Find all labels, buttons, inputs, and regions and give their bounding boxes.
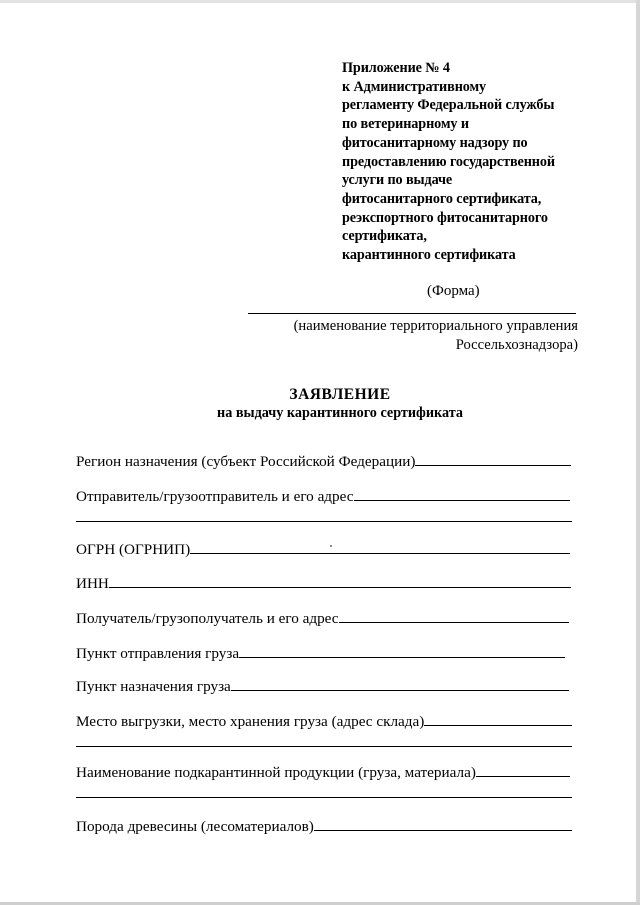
field-input-line[interactable] [424, 713, 572, 726]
field-input-line[interactable] [314, 818, 572, 831]
field-input-line[interactable] [109, 575, 571, 588]
page-edge-top [0, 0, 640, 3]
field-label: Пункт отправления груза [76, 645, 240, 662]
field-departure-point [76, 645, 565, 663]
field-label: Получатель/грузополучатель и его адрес [76, 610, 339, 627]
appendix-line: регламенту Федеральной службы [342, 97, 555, 114]
field-continuation-line[interactable] [76, 521, 572, 522]
field-destination-point [76, 678, 569, 696]
appendix-line: фитосанитарного сертификата, [342, 190, 542, 207]
organization-name-line[interactable] [248, 313, 576, 314]
appendix-line: карантинного сертификата [342, 247, 516, 264]
field-ogrn [76, 541, 570, 559]
field-label: ИНН [76, 575, 109, 592]
organization-caption-line: (наименование территориального управления [293, 318, 578, 334]
field-label: Пункт назначения груза [76, 678, 231, 695]
appendix-line: Приложение № 4 [342, 60, 450, 76]
field-input-line[interactable] [354, 488, 570, 501]
appendix-header [342, 59, 592, 265]
field-sender [76, 488, 570, 506]
organization-caption-line: Россельхознадзора) [455, 336, 578, 353]
field-inn [76, 575, 571, 593]
field-unloading-place [76, 713, 572, 731]
field-label: Место выгрузки, место хранения груза (адрес склада) [76, 713, 425, 730]
appendix-line: услуги по выдаче [342, 172, 453, 189]
page-edge-right [636, 0, 640, 905]
field-continuation-line[interactable] [76, 797, 572, 798]
appendix-line: предоставлению государственной [342, 153, 555, 170]
field-label: Порода древесины (лесоматериалов) [76, 818, 314, 835]
field-label: Регион назначения (субъект Российской Федерации) [76, 453, 416, 470]
field-destination-region [76, 453, 571, 471]
field-input-line[interactable] [190, 541, 570, 554]
title-main: ЗАЯВЛЕНИЕ [289, 386, 391, 403]
appendix-line: фитосанитарному надзору по [342, 134, 528, 151]
field-input-line[interactable] [239, 645, 565, 658]
field-label: ОГРН (ОГРНИП) [76, 541, 191, 558]
title-sub: на выдачу карантинного сертификата [217, 405, 463, 421]
document-title [160, 386, 520, 422]
appendix-line: по ветеринарному и [342, 116, 469, 133]
form-label: (Форма) [427, 283, 480, 299]
organization-caption [248, 317, 578, 354]
field-label: Наименование подкарантинной продукции (груза, материала) [76, 764, 476, 781]
field-wood-species [76, 818, 572, 836]
field-continuation-line[interactable] [76, 746, 572, 747]
appendix-line: к Административному [342, 78, 487, 95]
scan-speck [330, 545, 332, 547]
field-label: Отправитель/грузоотправитель и его адрес [76, 488, 354, 505]
field-input-line[interactable] [339, 610, 569, 623]
field-input-line[interactable] [231, 678, 569, 691]
appendix-line: реэкспортного фитосанитарного [342, 209, 548, 226]
field-recipient [76, 610, 569, 628]
field-product-name [76, 764, 570, 782]
field-input-line[interactable] [415, 453, 571, 466]
field-input-line[interactable] [476, 764, 570, 777]
appendix-line: сертификата, [342, 228, 427, 245]
